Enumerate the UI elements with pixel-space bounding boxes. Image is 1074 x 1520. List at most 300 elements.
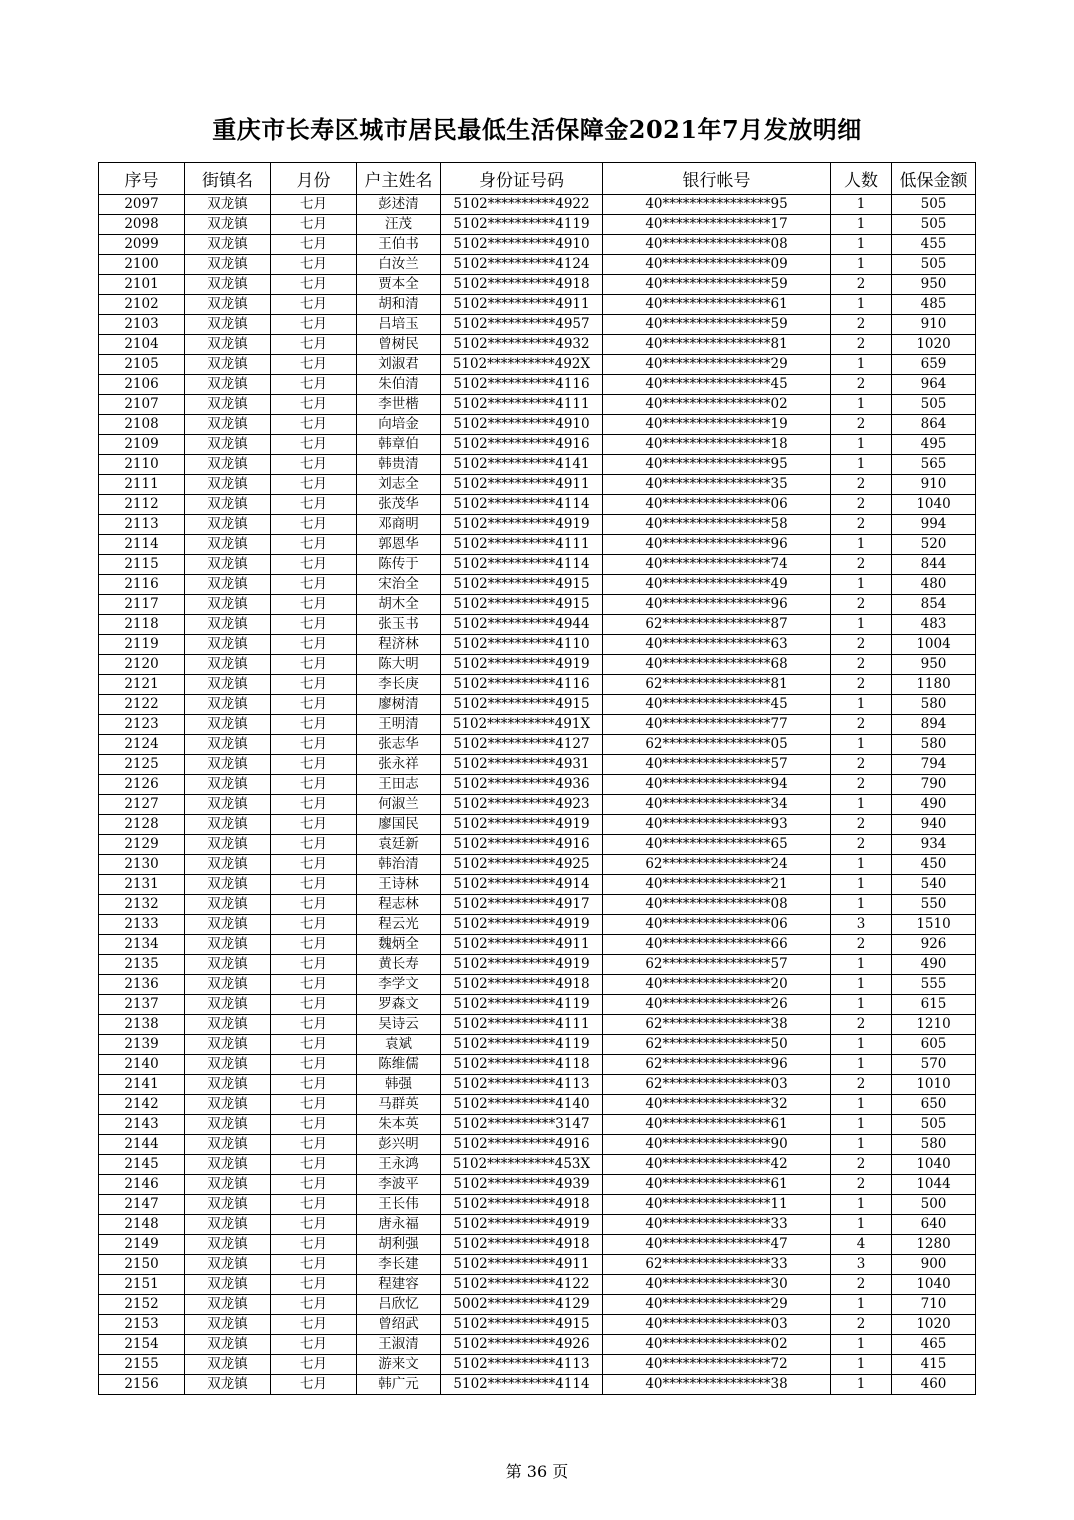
month-cell: 七月 — [271, 675, 357, 695]
amount-cell: 950 — [892, 275, 976, 295]
bank-account-cell: 40****************08 — [603, 895, 831, 915]
town-cell: 双龙镇 — [185, 235, 271, 255]
bank-account-cell: 62****************33 — [603, 1255, 831, 1275]
serial-cell: 2150 — [99, 1255, 185, 1275]
bank-account-cell: 40****************95 — [603, 455, 831, 475]
householder-cell: 韩广元 — [357, 1375, 441, 1395]
amount-cell: 950 — [892, 655, 976, 675]
amount-cell: 794 — [892, 755, 976, 775]
persons-cell: 2 — [831, 635, 892, 655]
bank-account-cell: 40****************61 — [603, 1115, 831, 1135]
serial-cell: 2111 — [99, 475, 185, 495]
month-cell: 七月 — [271, 1075, 357, 1095]
persons-cell: 1 — [831, 1195, 892, 1215]
amount-cell: 910 — [892, 315, 976, 335]
table-row — [99, 815, 976, 835]
id-number-cell: 5102**********4916 — [441, 835, 603, 855]
bank-account-cell: 62****************05 — [603, 735, 831, 755]
month-cell: 七月 — [271, 815, 357, 835]
amount-cell: 844 — [892, 555, 976, 575]
month-cell: 七月 — [271, 1115, 357, 1135]
id-number-cell: 5102**********4127 — [441, 735, 603, 755]
householder-cell: 曾绍武 — [357, 1315, 441, 1335]
id-number-cell: 5102**********4915 — [441, 1315, 603, 1335]
table-row — [99, 855, 976, 875]
town-cell: 双龙镇 — [185, 835, 271, 855]
id-number-cell: 5102**********453X — [441, 1155, 603, 1175]
month-cell: 七月 — [271, 995, 357, 1015]
amount-cell: 550 — [892, 895, 976, 915]
town-cell: 双龙镇 — [185, 1235, 271, 1255]
householder-cell: 向培金 — [357, 415, 441, 435]
table-row — [99, 475, 976, 495]
id-number-cell: 5102**********4918 — [441, 1195, 603, 1215]
amount-cell: 864 — [892, 415, 976, 435]
town-cell: 双龙镇 — [185, 1315, 271, 1335]
persons-cell: 2 — [831, 1015, 892, 1035]
bank-account-cell: 40****************49 — [603, 575, 831, 595]
month-cell: 七月 — [271, 1195, 357, 1215]
town-cell: 双龙镇 — [185, 335, 271, 355]
bank-account-cell: 62****************57 — [603, 955, 831, 975]
page-title: 重庆市长寿区城市居民最低生活保障金2021年7月发放明细 — [212, 115, 862, 144]
bank-account-cell: 40****************34 — [603, 795, 831, 815]
table-row — [99, 355, 976, 375]
id-number-cell: 5102**********4919 — [441, 815, 603, 835]
amount-cell: 460 — [892, 1375, 976, 1395]
serial-cell: 2149 — [99, 1235, 185, 1255]
bank-account-cell: 40****************66 — [603, 935, 831, 955]
persons-cell: 1 — [831, 255, 892, 275]
month-cell: 七月 — [271, 795, 357, 815]
persons-cell: 2 — [831, 935, 892, 955]
serial-cell: 2127 — [99, 795, 185, 815]
table-row — [99, 675, 976, 695]
table-row — [99, 1335, 976, 1355]
householder-cell: 宋治全 — [357, 575, 441, 595]
serial-cell: 2141 — [99, 1075, 185, 1095]
amount-cell: 1020 — [892, 335, 976, 355]
amount-cell: 495 — [892, 435, 976, 455]
persons-cell: 1 — [831, 975, 892, 995]
month-cell: 七月 — [271, 695, 357, 715]
amount-cell: 580 — [892, 1135, 976, 1155]
householder-cell: 张志华 — [357, 735, 441, 755]
table-row — [99, 215, 976, 235]
id-number-cell: 5102**********4119 — [441, 995, 603, 1015]
bank-account-cell: 40****************29 — [603, 1295, 831, 1315]
town-cell: 双龙镇 — [185, 595, 271, 615]
persons-cell: 4 — [831, 1235, 892, 1255]
bank-account-cell: 40****************94 — [603, 775, 831, 795]
householder-cell: 魏炳全 — [357, 935, 441, 955]
householder-cell: 彭述清 — [357, 195, 441, 215]
amount-cell: 480 — [892, 575, 976, 595]
id-number-cell: 5102**********4111 — [441, 535, 603, 555]
id-number-cell: 5102**********4910 — [441, 235, 603, 255]
amount-cell: 650 — [892, 1095, 976, 1115]
id-number-cell: 5102**********4911 — [441, 475, 603, 495]
householder-cell: 吕欣忆 — [357, 1295, 441, 1315]
id-number-cell: 5102**********4914 — [441, 875, 603, 895]
persons-cell: 2 — [831, 1315, 892, 1335]
town-cell: 双龙镇 — [185, 1035, 271, 1055]
householder-cell: 韩强 — [357, 1075, 441, 1095]
town-cell: 双龙镇 — [185, 295, 271, 315]
bank-account-cell: 40****************30 — [603, 1275, 831, 1295]
id-number-cell: 5102**********4922 — [441, 195, 603, 215]
householder-cell: 唐永福 — [357, 1215, 441, 1235]
id-number-cell: 5102**********4918 — [441, 275, 603, 295]
serial-cell: 2131 — [99, 875, 185, 895]
bank-account-cell: 40****************03 — [603, 1315, 831, 1335]
persons-cell: 2 — [831, 315, 892, 335]
bank-account-cell: 40****************26 — [603, 995, 831, 1015]
town-cell: 双龙镇 — [185, 995, 271, 1015]
serial-cell: 2142 — [99, 1095, 185, 1115]
amount-cell: 415 — [892, 1355, 976, 1375]
persons-cell: 1 — [831, 615, 892, 635]
bank-account-cell: 40****************06 — [603, 915, 831, 935]
month-cell: 七月 — [271, 735, 357, 755]
month-cell: 七月 — [271, 915, 357, 935]
persons-cell: 1 — [831, 1295, 892, 1315]
month-cell: 七月 — [271, 255, 357, 275]
serial-cell: 2128 — [99, 815, 185, 835]
bank-account-cell: 40****************59 — [603, 315, 831, 335]
amount-cell: 1040 — [892, 495, 976, 515]
town-cell: 双龙镇 — [185, 1175, 271, 1195]
town-cell: 双龙镇 — [185, 515, 271, 535]
persons-cell: 1 — [831, 1115, 892, 1135]
householder-cell: 陈大明 — [357, 655, 441, 675]
householder-cell: 曾树民 — [357, 335, 441, 355]
table-row — [99, 1315, 976, 1335]
persons-cell: 1 — [831, 1335, 892, 1355]
month-cell: 七月 — [271, 535, 357, 555]
table-row — [99, 1015, 976, 1035]
table-row — [99, 995, 976, 1015]
persons-cell: 1 — [831, 535, 892, 555]
bank-account-cell: 62****************50 — [603, 1035, 831, 1055]
householder-cell: 程济林 — [357, 635, 441, 655]
month-cell: 七月 — [271, 1215, 357, 1235]
town-cell: 双龙镇 — [185, 1275, 271, 1295]
amount-cell: 926 — [892, 935, 976, 955]
householder-cell: 刘淑君 — [357, 355, 441, 375]
persons-cell: 2 — [831, 475, 892, 495]
serial-cell: 2126 — [99, 775, 185, 795]
town-cell: 双龙镇 — [185, 495, 271, 515]
bank-account-cell: 40****************81 — [603, 335, 831, 355]
householder-cell: 程志林 — [357, 895, 441, 915]
town-cell: 双龙镇 — [185, 955, 271, 975]
town-cell: 双龙镇 — [185, 1055, 271, 1075]
id-number-cell: 5102**********3147 — [441, 1115, 603, 1135]
month-cell: 七月 — [271, 335, 357, 355]
id-number-cell: 5102**********4923 — [441, 795, 603, 815]
persons-cell: 1 — [831, 215, 892, 235]
month-cell: 七月 — [271, 295, 357, 315]
amount-cell: 790 — [892, 775, 976, 795]
town-cell: 双龙镇 — [185, 395, 271, 415]
month-cell: 七月 — [271, 1135, 357, 1155]
serial-cell: 2103 — [99, 315, 185, 335]
town-cell: 双龙镇 — [185, 915, 271, 935]
persons-cell: 2 — [831, 375, 892, 395]
bank-account-cell: 40****************29 — [603, 355, 831, 375]
householder-cell: 郭恩华 — [357, 535, 441, 555]
persons-cell: 1 — [831, 1055, 892, 1075]
bank-account-cell: 40****************45 — [603, 695, 831, 715]
persons-cell: 1 — [831, 1095, 892, 1115]
persons-cell: 1 — [831, 575, 892, 595]
id-number-cell: 5102**********4114 — [441, 555, 603, 575]
table-row — [99, 1175, 976, 1195]
serial-cell: 2151 — [99, 1275, 185, 1295]
serial-cell: 2156 — [99, 1375, 185, 1395]
town-cell: 双龙镇 — [185, 755, 271, 775]
persons-cell: 2 — [831, 815, 892, 835]
bank-account-cell: 40****************21 — [603, 875, 831, 895]
town-cell: 双龙镇 — [185, 855, 271, 875]
table-row — [99, 1355, 976, 1375]
serial-cell: 2113 — [99, 515, 185, 535]
month-cell: 七月 — [271, 455, 357, 475]
table-row — [99, 915, 976, 935]
month-cell: 七月 — [271, 615, 357, 635]
month-cell: 七月 — [271, 935, 357, 955]
householder-cell: 王伯书 — [357, 235, 441, 255]
table-row — [99, 715, 976, 735]
amount-cell: 1020 — [892, 1315, 976, 1335]
amount-cell: 565 — [892, 455, 976, 475]
amount-cell: 934 — [892, 835, 976, 855]
serial-cell: 2102 — [99, 295, 185, 315]
amount-cell: 505 — [892, 395, 976, 415]
page-number: 第 36 页 — [505, 1462, 569, 1481]
month-cell: 七月 — [271, 355, 357, 375]
table-row — [99, 1195, 976, 1215]
persons-cell: 1 — [831, 1375, 892, 1395]
col-header-amount: 低保金额 — [892, 163, 976, 195]
table-row — [99, 955, 976, 975]
month-cell: 七月 — [271, 835, 357, 855]
householder-cell: 韩贵清 — [357, 455, 441, 475]
town-cell: 双龙镇 — [185, 675, 271, 695]
householder-cell: 陈传于 — [357, 555, 441, 575]
col-header-persons: 人数 — [831, 163, 892, 195]
persons-cell: 1 — [831, 435, 892, 455]
id-number-cell: 5102**********4113 — [441, 1355, 603, 1375]
town-cell: 双龙镇 — [185, 935, 271, 955]
persons-cell: 2 — [831, 1275, 892, 1295]
householder-cell: 彭兴明 — [357, 1135, 441, 1155]
month-cell: 七月 — [271, 215, 357, 235]
serial-cell: 2098 — [99, 215, 185, 235]
town-cell: 双龙镇 — [185, 875, 271, 895]
month-cell: 七月 — [271, 1015, 357, 1035]
id-number-cell: 5102**********4911 — [441, 295, 603, 315]
persons-cell: 3 — [831, 1255, 892, 1275]
town-cell: 双龙镇 — [185, 615, 271, 635]
serial-cell: 2097 — [99, 195, 185, 215]
amount-cell: 485 — [892, 295, 976, 315]
town-cell: 双龙镇 — [185, 655, 271, 675]
id-number-cell: 5102**********4114 — [441, 495, 603, 515]
id-number-cell: 5102**********4926 — [441, 1335, 603, 1355]
householder-cell: 马群英 — [357, 1095, 441, 1115]
town-cell: 双龙镇 — [185, 435, 271, 455]
table-row — [99, 1055, 976, 1075]
serial-cell: 2122 — [99, 695, 185, 715]
town-cell: 双龙镇 — [185, 815, 271, 835]
bank-account-cell: 40****************02 — [603, 395, 831, 415]
serial-cell: 2107 — [99, 395, 185, 415]
bank-account-cell: 62****************96 — [603, 1055, 831, 1075]
bank-account-cell: 40****************93 — [603, 815, 831, 835]
month-cell: 七月 — [271, 375, 357, 395]
id-number-cell: 5102**********4919 — [441, 915, 603, 935]
serial-cell: 2135 — [99, 955, 185, 975]
month-cell: 七月 — [271, 655, 357, 675]
persons-cell: 1 — [831, 295, 892, 315]
month-cell: 七月 — [271, 715, 357, 735]
table-row — [99, 515, 976, 535]
id-number-cell: 5102**********4140 — [441, 1095, 603, 1115]
month-cell: 七月 — [271, 575, 357, 595]
payment-table — [98, 162, 976, 1395]
town-cell: 双龙镇 — [185, 1015, 271, 1035]
bank-account-cell: 40****************96 — [603, 595, 831, 615]
serial-cell: 2130 — [99, 855, 185, 875]
serial-cell: 2132 — [99, 895, 185, 915]
month-cell: 七月 — [271, 1155, 357, 1175]
householder-cell: 程建容 — [357, 1275, 441, 1295]
bank-account-cell: 40****************61 — [603, 295, 831, 315]
id-number-cell: 5102**********4925 — [441, 855, 603, 875]
id-number-cell: 5102**********4116 — [441, 375, 603, 395]
persons-cell: 1 — [831, 875, 892, 895]
persons-cell: 1 — [831, 1035, 892, 1055]
serial-cell: 2121 — [99, 675, 185, 695]
amount-cell: 505 — [892, 255, 976, 275]
table-row — [99, 1275, 976, 1295]
persons-cell: 1 — [831, 1135, 892, 1155]
amount-cell: 1044 — [892, 1175, 976, 1195]
serial-cell: 2124 — [99, 735, 185, 755]
table-row — [99, 275, 976, 295]
serial-cell: 2155 — [99, 1355, 185, 1375]
serial-cell: 2101 — [99, 275, 185, 295]
month-cell: 七月 — [271, 515, 357, 535]
amount-cell: 505 — [892, 195, 976, 215]
id-number-cell: 5102**********4915 — [441, 575, 603, 595]
bank-account-cell: 40****************57 — [603, 755, 831, 775]
householder-cell: 李长庚 — [357, 675, 441, 695]
id-number-cell: 5102**********4915 — [441, 695, 603, 715]
bank-account-cell: 40****************77 — [603, 715, 831, 735]
amount-cell: 710 — [892, 1295, 976, 1315]
id-number-cell: 5102**********4944 — [441, 615, 603, 635]
id-number-cell: 5102**********4122 — [441, 1275, 603, 1295]
table-row — [99, 1155, 976, 1175]
table-row — [99, 695, 976, 715]
id-number-cell: 5102**********4936 — [441, 775, 603, 795]
town-cell: 双龙镇 — [185, 695, 271, 715]
serial-cell: 2110 — [99, 455, 185, 475]
town-cell: 双龙镇 — [185, 635, 271, 655]
bank-account-cell: 40****************90 — [603, 1135, 831, 1155]
town-cell: 双龙镇 — [185, 1095, 271, 1115]
id-number-cell: 5102**********4931 — [441, 755, 603, 775]
serial-cell: 2112 — [99, 495, 185, 515]
persons-cell: 2 — [831, 595, 892, 615]
table-row — [99, 1235, 976, 1255]
table-row — [99, 1075, 976, 1095]
bank-account-cell: 40****************35 — [603, 475, 831, 495]
persons-cell: 2 — [831, 555, 892, 575]
amount-cell: 994 — [892, 515, 976, 535]
table-row — [99, 1295, 976, 1315]
serial-cell: 2099 — [99, 235, 185, 255]
householder-cell: 吴诗云 — [357, 1015, 441, 1035]
table-row — [99, 1095, 976, 1115]
id-number-cell: 5102**********4939 — [441, 1175, 603, 1195]
id-number-cell: 5102**********4111 — [441, 1015, 603, 1035]
id-number-cell: 5102**********4916 — [441, 1135, 603, 1155]
month-cell: 七月 — [271, 1175, 357, 1195]
id-number-cell: 5102**********4918 — [441, 975, 603, 995]
id-number-cell: 5102**********4119 — [441, 215, 603, 235]
bank-account-cell: 62****************81 — [603, 675, 831, 695]
amount-cell: 640 — [892, 1215, 976, 1235]
persons-cell: 2 — [831, 1075, 892, 1095]
town-cell: 双龙镇 — [185, 315, 271, 335]
amount-cell: 450 — [892, 855, 976, 875]
householder-cell: 黄长寿 — [357, 955, 441, 975]
month-cell: 七月 — [271, 1275, 357, 1295]
householder-cell: 罗森文 — [357, 995, 441, 1015]
householder-cell: 何淑兰 — [357, 795, 441, 815]
householder-cell: 邓商明 — [357, 515, 441, 535]
bank-account-cell: 40****************96 — [603, 535, 831, 555]
month-cell: 七月 — [271, 775, 357, 795]
amount-cell: 490 — [892, 955, 976, 975]
amount-cell: 964 — [892, 375, 976, 395]
town-cell: 双龙镇 — [185, 275, 271, 295]
amount-cell: 455 — [892, 235, 976, 255]
town-cell: 双龙镇 — [185, 1215, 271, 1235]
householder-cell: 胡利强 — [357, 1235, 441, 1255]
persons-cell: 1 — [831, 455, 892, 475]
id-number-cell: 5102**********4119 — [441, 1035, 603, 1055]
householder-cell: 游来文 — [357, 1355, 441, 1375]
amount-cell: 580 — [892, 735, 976, 755]
householder-cell: 朱伯清 — [357, 375, 441, 395]
id-number-cell: 5002**********4129 — [441, 1295, 603, 1315]
persons-cell: 1 — [831, 235, 892, 255]
serial-cell: 2146 — [99, 1175, 185, 1195]
town-cell: 双龙镇 — [185, 895, 271, 915]
table-row — [99, 835, 976, 855]
month-cell: 七月 — [271, 1235, 357, 1255]
householder-cell: 王诗林 — [357, 875, 441, 895]
amount-cell: 1010 — [892, 1075, 976, 1095]
bank-account-cell: 40****************58 — [603, 515, 831, 535]
bank-account-cell: 40****************72 — [603, 1355, 831, 1375]
id-number-cell: 5102**********4957 — [441, 315, 603, 335]
